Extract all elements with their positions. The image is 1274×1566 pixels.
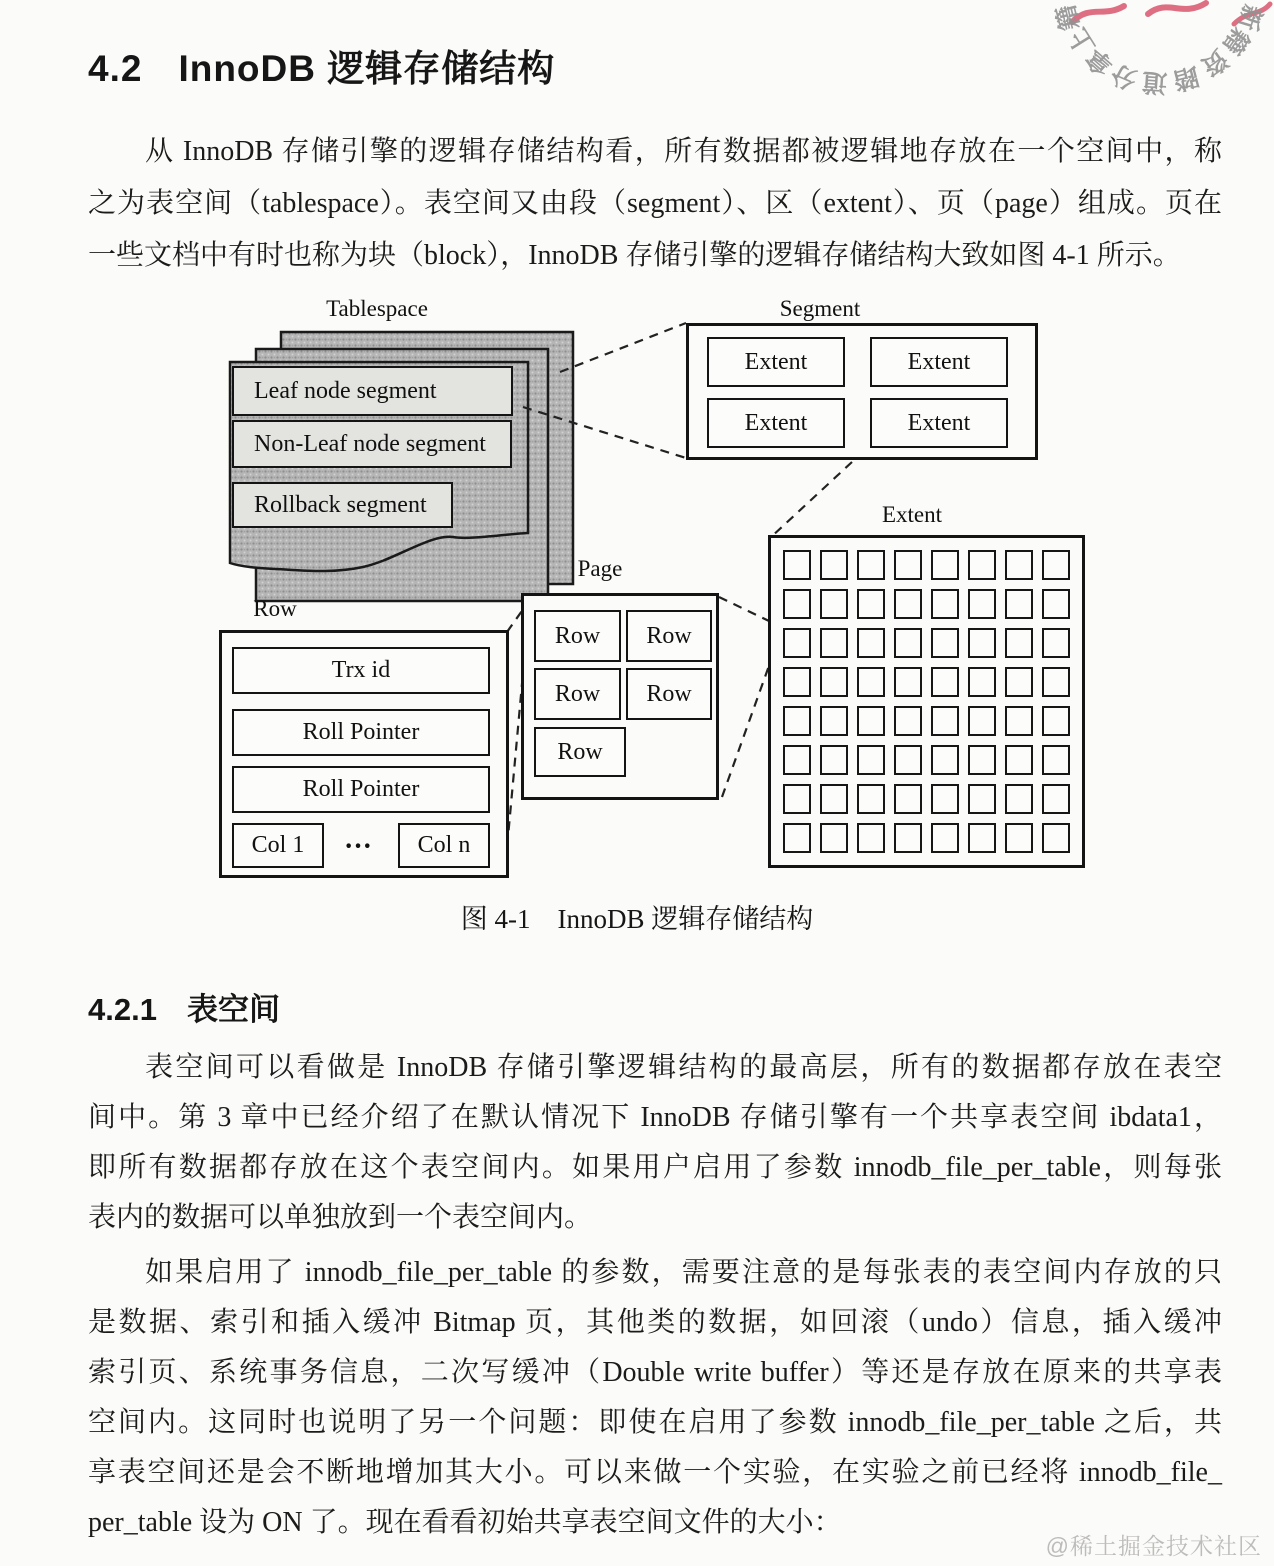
page-cell [783, 589, 811, 619]
col-n-field: Col n [398, 823, 490, 868]
section-title: InnoDB 逻辑存储结构 [178, 48, 556, 89]
page-cell [820, 628, 848, 658]
page-cell [968, 745, 996, 775]
extent-page-grid [768, 535, 1085, 868]
row-chip: Row [534, 610, 621, 662]
page-cell [968, 706, 996, 736]
page-cell [931, 667, 959, 697]
page-cell [894, 628, 922, 658]
page-label: Page [577, 556, 623, 581]
row-chip: Row [534, 668, 621, 720]
page-cell [1005, 550, 1033, 580]
page-cell [894, 745, 922, 775]
subsection-heading [88, 984, 280, 1029]
page-cell [894, 823, 922, 853]
page-cell [931, 745, 959, 775]
paragraph-1 [88, 126, 1222, 282]
page-cell [857, 589, 885, 619]
page-cell [894, 706, 922, 736]
paragraph-line: 之为表空间（tablespace）。表空间又由段（segment）、区（extent）、页（page）组成。页在 [88, 188, 1222, 219]
page-cell [1005, 784, 1033, 814]
page-cell [783, 667, 811, 697]
page-cell [857, 745, 885, 775]
stamp-arc-char: 踏 [1170, 61, 1202, 95]
paragraph-line: 享表空间还是会不断地增加其大小。可以来做一个实验，在实验之前已经将 innodb_file_ [88, 1457, 1222, 1488]
page-cell [931, 706, 959, 736]
page-cell [1042, 550, 1070, 580]
page-cell [783, 628, 811, 658]
extent-chip: Extent [870, 337, 1008, 387]
subsection-title: 表空间 [186, 992, 280, 1027]
figure-caption: 图 4-1 InnoDB 逻辑存储结构 [460, 904, 814, 934]
trx-id-field: Trx id [232, 647, 490, 694]
paragraph-line: per_table 设为 ON 了。现在看看初始共享表空间文件的大小： [88, 1507, 842, 1538]
page-cell [820, 823, 848, 853]
page-cell [1042, 745, 1070, 775]
page-cell [783, 550, 811, 580]
stamp-arc-char: 新 [1232, 1, 1267, 34]
figure-4-1-diagram [0, 290, 1274, 890]
page-cell [1042, 667, 1070, 697]
page-cell [857, 706, 885, 736]
page-box [521, 593, 719, 800]
page-cell [894, 550, 922, 580]
page-cell [820, 550, 848, 580]
page-cell [931, 628, 959, 658]
page-cell [1042, 823, 1070, 853]
paragraph-2 [88, 1043, 1222, 1243]
page-cell [1005, 628, 1033, 658]
leaf-node-segment-bar: Leaf node segment [232, 366, 513, 416]
paragraph-line: 如果启用了 innodb_file_per_table 的参数，需要注意的是每张表的表空间内存放的只 [145, 1257, 1222, 1288]
page-cell [1005, 589, 1033, 619]
col-1-field: Col 1 [232, 823, 324, 868]
page-cell [783, 823, 811, 853]
paragraph-line: 是数据、索引和插入缓冲 Bitmap 页，其他类的数据，如回滚（undo）信息，插入缓冲 [88, 1307, 1222, 1338]
roll-pointer-field: Roll Pointer [232, 709, 490, 756]
page-cell [783, 784, 811, 814]
page-cell [894, 784, 922, 814]
footer-watermark: @稀土掘金技术社区 [1045, 1533, 1262, 1559]
page-cell [931, 823, 959, 853]
extent-chip: Extent [707, 398, 845, 448]
section-number: 4.2 [88, 48, 143, 89]
paragraph-line: 从 InnoDB 存储引擎的逻辑存储结构看，所有数据都被逻辑地存放在一个空间中，称 [145, 136, 1222, 167]
page-cell [783, 706, 811, 736]
ellipsis-dots: ··· [344, 831, 373, 862]
page-cell [1005, 745, 1033, 775]
roll-pointer-field: Roll Pointer [232, 766, 490, 813]
row-box [219, 630, 509, 878]
page-cell [1005, 823, 1033, 853]
tablespace-label: Tablespace [326, 296, 428, 321]
stamp-arc-char: 籍 [1217, 22, 1255, 60]
paragraph-line: 表空间可以看做是 InnoDB 存储引擎逻辑结构的最高层，所有的数据都存放在表空 [145, 1052, 1222, 1083]
page-cell [820, 745, 848, 775]
row-label: Row [253, 596, 297, 621]
row-chip: Row [626, 610, 712, 662]
corner-stamp-watermark [1020, 0, 1274, 120]
extent-chip: Extent [870, 398, 1008, 448]
page-cell [857, 628, 885, 658]
non-leaf-node-segment-bar: Non-Leaf node segment [232, 420, 512, 468]
page-cell [968, 550, 996, 580]
page-cell [1042, 706, 1070, 736]
page-cell [968, 823, 996, 853]
page-cell [968, 667, 996, 697]
row-chip: Row [626, 668, 712, 720]
page-cell [1042, 589, 1070, 619]
stamp-arc-char: 资 [1195, 43, 1233, 82]
extent-label: Extent [881, 502, 943, 527]
page-cell [968, 628, 996, 658]
page-cell [894, 667, 922, 697]
page-cell [857, 550, 885, 580]
extent-chip: Extent [707, 337, 845, 387]
page-cell [820, 784, 848, 814]
page-cell [1005, 667, 1033, 697]
page-cell [857, 667, 885, 697]
section-heading [88, 38, 555, 92]
paragraph-line: 即所有数据都存放在这个表空间内。如果用户启用了参数 innodb_file_per_table，则每张 [88, 1152, 1222, 1183]
stamp-arc-char: 籍 [1051, 1, 1086, 34]
stamp-arc-char: 上 [1063, 22, 1101, 59]
row-chip: Row [534, 727, 626, 777]
paragraph-3 [88, 1248, 1222, 1548]
paragraph-line: 表内的数据可以单独放到一个表空间内。 [88, 1202, 593, 1233]
subsection-number: 4.2.1 [88, 992, 157, 1027]
segment-label: Segment [779, 296, 861, 321]
paragraph-line: 间中。第 3 章中已经介绍了在默认情况下 InnoDB 存储引擎有一个共享表空间 ibdata1， [88, 1102, 1222, 1133]
page-cell [857, 784, 885, 814]
stamp-arc-char: 道 [1141, 67, 1169, 97]
page-cell [1005, 706, 1033, 736]
page-cell [783, 745, 811, 775]
stamp-arc-char: 分 [1107, 58, 1142, 94]
page-cell [1042, 784, 1070, 814]
page-cell [820, 667, 848, 697]
page-cell [968, 784, 996, 814]
page-cell [820, 589, 848, 619]
page-cell [931, 589, 959, 619]
page-cell [931, 550, 959, 580]
paragraph-line: 空间内。这同时也说明了另一个问题：即使在启用了参数 innodb_file_per_table 之后，共 [88, 1407, 1222, 1438]
page-cell [857, 823, 885, 853]
rollback-segment-bar: Rollback segment [232, 482, 453, 528]
stamp-arc-char: 拿 [1081, 42, 1119, 81]
page-cell [968, 589, 996, 619]
page-cell [820, 706, 848, 736]
page-cell [894, 589, 922, 619]
page-cell [931, 784, 959, 814]
page-cell [1042, 628, 1070, 658]
paragraph-line: 索引页、系统事务信息，二次写缓冲（Double write buffer）等还是存放在原来的共享表 [88, 1357, 1222, 1388]
paragraph-line: 一些文档中有时也称为块（block），InnoDB 存储引擎的逻辑存储结构大致如图 4-1 所示。 [88, 240, 1181, 271]
